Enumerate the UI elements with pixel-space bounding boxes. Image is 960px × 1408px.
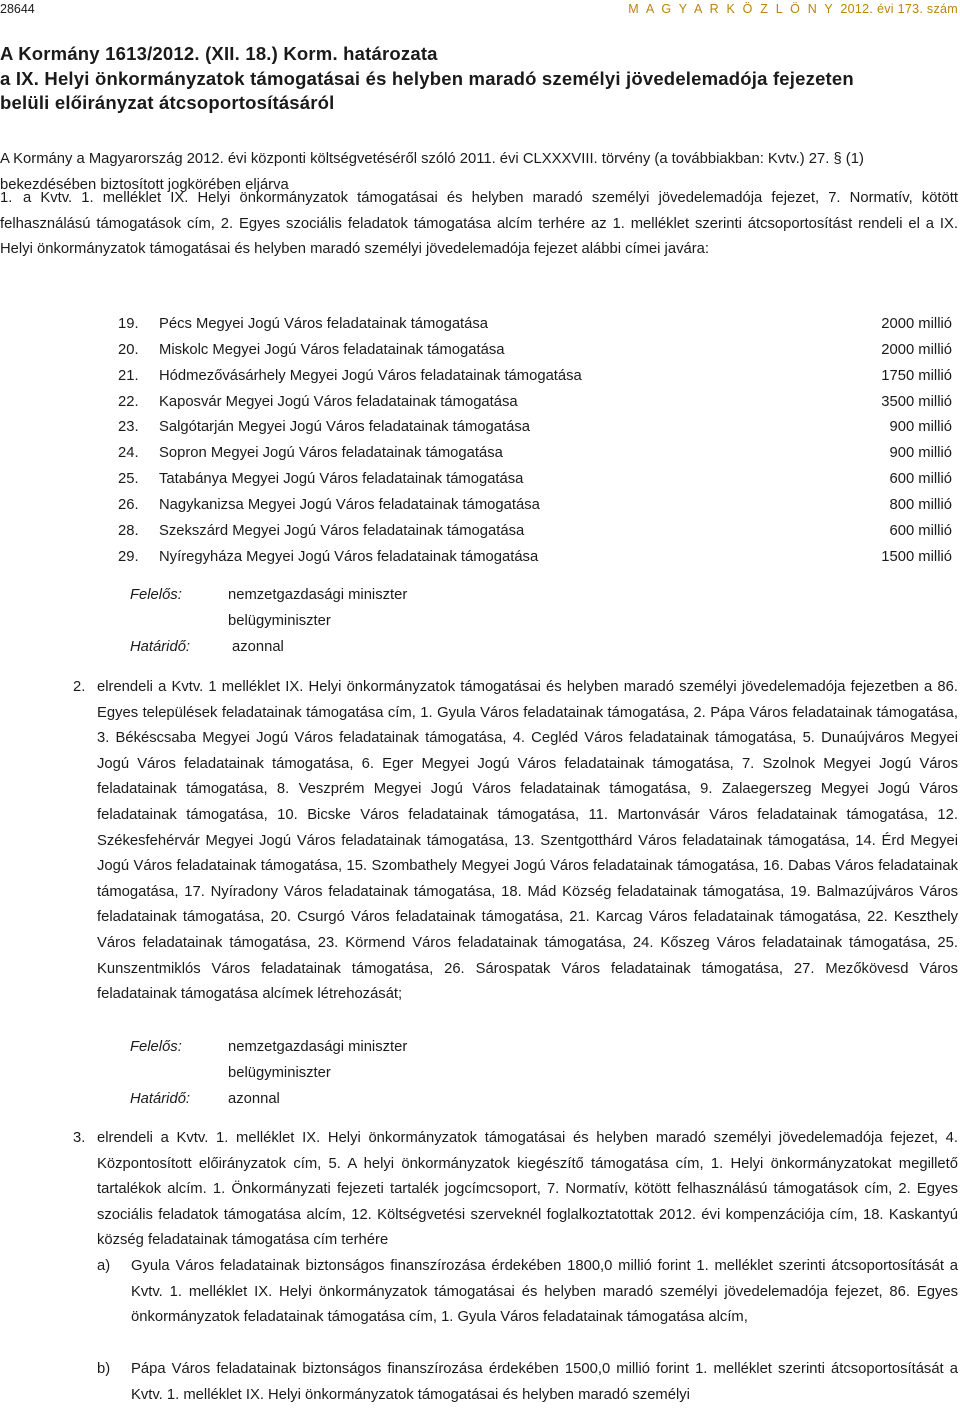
section-2 [0,675,958,1008]
allocation-number: 19. [118,316,139,332]
section-3-number: 3. [73,1130,86,1146]
allocation-number: 28. [118,522,139,539]
allocation-row [0,497,958,523]
section-2-responsibility [0,1035,600,1115]
responsible-2: belügyminiszter [228,612,331,629]
deadline-label: Határidő: [130,638,191,655]
allocation-number: 29. [118,548,139,565]
allocation-name: Nyíregyháza Megyei Jogú Város feladatainak támogatása [159,548,539,565]
allocation-number: 26. [118,496,139,513]
allocation-name: Pécs Megyei Jogú Város feladatainak támogatása [159,316,489,332]
journal-name: M A G Y A R K Ö Z L Ö N Y [628,2,835,16]
allocation-name: Hódmezővásárhely Megyei Jogú Város feladatainak támogatása [159,367,582,384]
allocation-name: Miskolc Megyei Jogú Város feladatainak támogatása [159,341,505,358]
allocation-amount: 900 millió [889,419,952,436]
item-b-label: b) [97,1361,111,1377]
section-2-text: elrendeli a Kvtv. 1 melléklet IX. Helyi önkormányzatok támogatásai és helyben maradó személyi jövedelemadója fejezetben a 86. Egyes települések feladatainak támogatása cím, 1. Gyula Város feladatainak támogatása, 2. Pápa Város feladatainak támogatása, 3. Békéscsaba Megyei Jogú Város feladatainak támogatása, 4. Cegléd Város feladatainak támogatása, 5. Dunaújváros Megyei Jogú Város feladatainak támogatása, 6. Eger Megyei Jogú Város feladatainak támogatása, 7. Szolnok Megyei Jogú Város feladatainak támogatása, 8. Veszprém Megyei Jogú Város feladatainak támogatása, 9. Zalaegerszeg Megyei Jogú Város feladatainak támogatása, 10. Bicske Város feladatainak támogatása, 11. Martonvásár Város feladatainak támogatása, 12. Székesfehérvár Megyei Jogú Város feladatainak támogatása, 13. Szentgotthárd Város feladatainak támogatása, 14. Érd Megyei Jogú Város feladatainak támogatása, 15. Szombathely Megyei Jogú Város feladatainak támogatása, 16. Dabas Város feladatainak támogatása, 17. Nyíradony Város feladatainak támogatása, 18. Mád Község feladatainak támogatása, 19. Balmazújváros Város feladatainak támogatása, 20. Csurgó Város feladatainak támogatása, 21. Karcag Város feladatainak támogatása, 22. Keszthely Város feladatainak támogatása, 23. Körmend Város feladatainak támogatása, 24. Kőszeg Város feladatainak támogatása, 25. Kunszentmiklós Város feladatainak támogatása, 26. Sárospatak Város feladatainak támogatása, 27. Mezőkövesd Város feladatainak támogatása alcímek létrehozását; [97,679,958,1003]
journal-header [628,2,958,16]
item-a-text: Gyula Város feladatainak biztonságos finanszírozása érdekében 1800,0 millió forint 1. melléklet szerinti átcsoportosítását a Kvtv. 1. melléklet IX. Helyi önkormányzatok támogatásai és helyben maradó személyi jövedelemadója fejezet, 86. Egyes önkormányzatok feladatainak támogatása cím, 1. Gyula Város feladatainak támogatása alcím, [131,1258,958,1326]
section-1-text: a Kvtv. 1. melléklet IX. Helyi önkormányzatok támogatásai és helyben maradó személyi jövedelemadója fejezet, 7. Normatív, kötött felhasználású támogatások cím, 2. Egyes szociális feladatok támogatása alcím terhére az 1. melléklet szerinti átcsoportosítást rendeli el a IX. Helyi önkormányzatok támogatásai és helyben maradó személyi jövedelemadója fejezet alábbi címei javára: [0,190,958,258]
allocation-name: Kaposvár Megyei Jogú Város feladatainak támogatása [159,393,518,410]
section-3-item-b [0,1357,958,1408]
page-number: 28644 [0,2,35,16]
allocation-number: 25. [118,471,139,488]
allocation-amount: 600 millió [889,471,952,488]
section-3-text: elrendeli a Kvtv. 1. melléklet IX. Helyi önkormányzatok támogatásai és helyben maradó személyi jövedelemadója fejezet, 4. Központosított előirányzatok cím, 5. A helyi önkormányzatok kiegészítő támogatása cím, 1. Helyi önkormányzatokat megillető tartalékok alcím. 1. Önkormányzati fejezeti tartalék jogcímcsoport, 7. Normatív, kötött felhasználású támogatások cím, 2. Egyes szociális feladatok támogatása alcím, 12. Költségvetési szerveknél foglalkoztatottak 2012. évi kompenzációja cím, 18. Kaskantyú község feladatainak támogatása cím terhére [97,1130,958,1249]
section-1 [0,186,958,263]
section-3-item-a [0,1254,958,1331]
allocation-number: 24. [118,445,139,462]
resolution-title [0,42,950,116]
responsible-2: belügyminiszter [228,1064,331,1081]
preamble: A Kormány a Magyarország 2012. évi központi költségvetéséről szóló 2011. évi CLXXXVIII. törvény (a továbbiakban: Kvtv.) 27. § (1) bekezdésében biztosított jogkörében eljárva [0,151,864,193]
allocation-amount: 1750 millió [881,367,952,384]
responsible-1: nemzetgazdasági miniszter [228,587,408,603]
section-1-responsibility [0,583,600,663]
allocation-amount: 900 millió [889,445,952,462]
allocation-row [0,342,958,368]
allocation-number: 22. [118,393,139,410]
responsible-label: Felelős: [130,587,182,603]
title-line-2: a IX. Helyi önkormányzatok támogatásai és helyben maradó személyi jövedelemadója fejezeten [0,67,854,89]
responsible-1: nemzetgazdasági miniszter [228,1039,408,1055]
allocation-number: 21. [118,367,139,384]
allocation-amount: 800 millió [889,496,952,513]
allocation-amount: 1500 millió [881,548,952,565]
allocation-amount: 3500 millió [881,393,952,410]
allocation-name: Tatabánya Megyei Jogú Város feladatainak támogatása [159,471,524,488]
allocation-row [0,549,958,575]
allocation-name: Szekszárd Megyei Jogú Város feladatainak támogatása [159,522,525,539]
page-header [0,2,960,20]
allocation-name: Sopron Megyei Jogú Város feladatainak támogatása [159,445,503,462]
allocation-row [0,445,958,471]
allocation-amount: 2000 millió [881,316,952,332]
allocation-number: 23. [118,419,139,436]
allocation-row [0,523,958,549]
allocation-row [0,471,958,497]
deadline-value: azonnal [232,638,284,655]
title-line-3: belüli előirányzat átcsoportosításáról [0,92,335,113]
allocation-row [0,419,958,445]
allocation-list [0,316,958,574]
section-2-number: 2. [73,679,86,695]
allocation-row [0,316,958,342]
journal-issue: 2012. évi 173. szám [840,2,958,16]
allocation-amount: 600 millió [889,522,952,539]
allocation-name: Salgótarján Megyei Jogú Város feladatainak támogatása [159,419,530,436]
section-1-number: 1. [0,190,13,206]
allocation-amount: 2000 millió [881,341,952,358]
section-3 [0,1126,958,1254]
deadline-value: azonnal [228,1090,280,1107]
allocation-number: 20. [118,341,139,358]
responsible-label: Felelős: [130,1039,182,1055]
title-line-1: A Kormány 1613/2012. (XII. 18.) Korm. határozata [0,43,438,64]
item-a-label: a) [97,1258,111,1274]
allocation-row [0,368,958,394]
allocation-name: Nagykanizsa Megyei Jogú Város feladatainak támogatása [159,496,540,513]
deadline-label: Határidő: [130,1090,191,1107]
allocation-row [0,394,958,420]
item-b-text: Pápa Város feladatainak biztonságos finanszírozása érdekében 1500,0 millió forint 1. melléklet szerinti átcsoportosítását a Kvtv. 1. melléklet IX. Helyi önkormányzatok támogatásai és helyben maradó személyi [131,1361,958,1403]
